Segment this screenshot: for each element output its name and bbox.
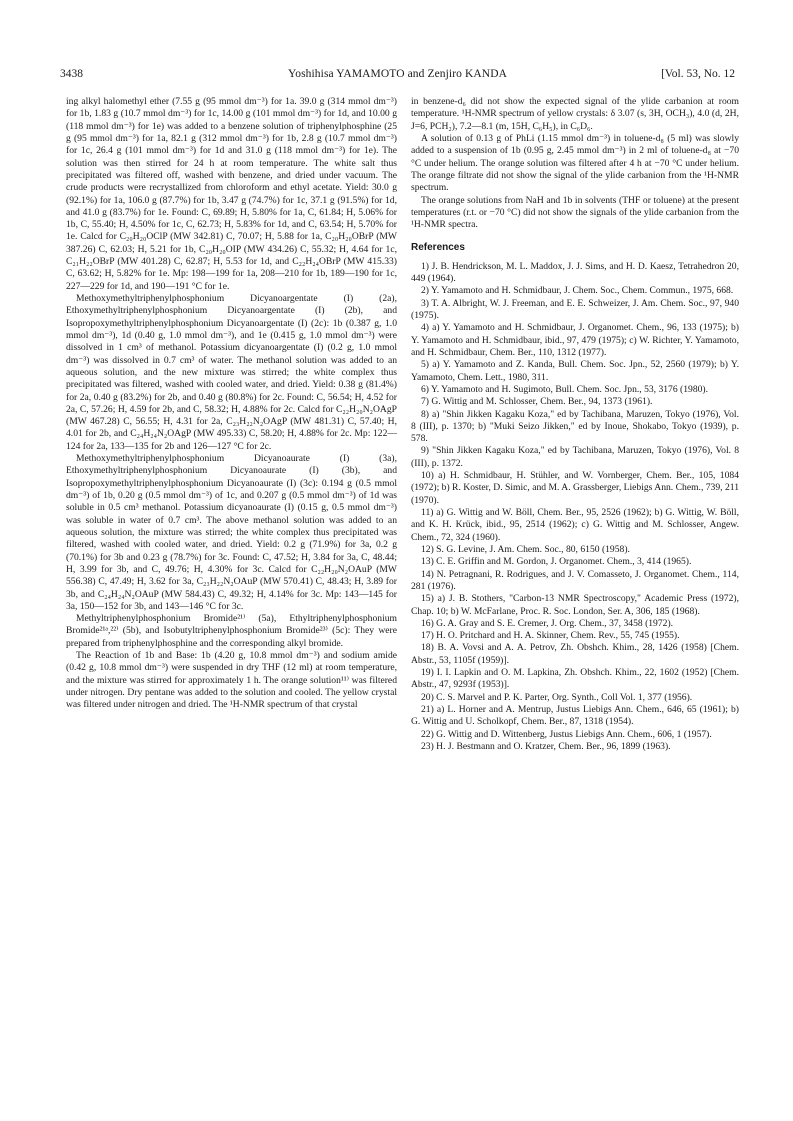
- running-header: [60, 68, 735, 86]
- reference-item: 20) C. S. Marvel and P. K. Parter, Org. Synth., Coll Vol. 1, 377 (1956).: [421, 691, 693, 703]
- reference-item: 8) a) "Shin Jikken Kagaku Koza," ed by Tachibana, Maruzen, Tokyo (1976), Vol. 8 (III), p. 1370; b) "Muki Seizo Jikken," ed by Inoue, Shokabo, Tokyo (1939), p. 578.: [411, 408, 739, 445]
- running-authors: Yoshihisa YAMAMOTO and Zenjiro KANDA: [287, 68, 508, 80]
- reference-item: 18) B. A. Vovsi and A. A. Petrov, Zh. Obshch. Khim., 28, 1426 (1958) [Chem. Abstr., 53, 1105f (1959)].: [411, 642, 739, 666]
- right-column-paragraph: The orange solutions from NaH and 1b in solvents (THF or toluene) at the present temperatures (r.t. or −70 °C) did not show the signals of the ylide carbanion from the ¹H-NMR spectra.: [411, 194, 739, 231]
- left-column-paragraph: The Reaction of 1b and Base: 1b (4.20 g, 10.8 mmol dm⁻³) and sodium amide (0.42 g, 10.8 mmol dm⁻³) were suspended in dry THF (12 ml) at room temperature, and the mixture was stirred for approximately 1 h. The orange solution¹¹⁾ was filtered under nitrogen. Dry pentane was added to the solution and cooled. The yellow crystal was filtered under nitrogen and dried. The ¹H-NMR spectrum of that crystal: [66, 650, 397, 711]
- reference-item: 7) G. Wittig and M. Schlosser, Chem. Ber., 94, 1373 (1961).: [421, 396, 653, 408]
- references-list: [411, 261, 739, 754]
- reference-item: 3) T. A. Albright, W. J. Freeman, and E. E. Schweizer, J. Am. Chem. Soc., 97, 940 (1975).: [411, 297, 739, 321]
- left-column: [66, 96, 397, 712]
- reference-item: 21) a) L. Horner and A. Mentrup, Justus Liebigs Ann. Chem., 646, 65 (1961); b) G. Wittig and U. Scholkopf, Chem. Ber., 87, 1318 (1954).: [411, 704, 739, 728]
- right-column-body: [411, 96, 739, 231]
- page-number: 3438: [60, 68, 83, 80]
- left-column-paragraph: ing alkyl halomethyl ether (7.55 g (95 mmol dm⁻³) for 1a. 39.0 g (314 mmol dm⁻³) for 1b, 1.83 g (10.7 mmol dm⁻³) for 1c, 14.00 g (101 mmol dm⁻³) for 1d, and 10.00 g (118 mmol dm⁻³) for 1e) was added to a benzene solution of triphenylphosphine (25 g (95 mmol dm⁻³) for 1a, 82.1 g (312 mmol dm⁻³) for 1b, 2.8 g (10.7 mmol dm⁻³) for 1c, 26.4 g (101 mmol dm⁻³) for 1d and 31.0 g (118 mmol dm⁻³) for 1e). The solution was then stirred for 24 h at room temperature. The white salt thus precipitated was filtered off, washed with benzene, and dried under vacuum. The crude products were recrystallized from chloroform and ethyl acetate. Yield: 30.0 g (92.1%) for 1a, 106.0 g (87.7%) for 1b, 3.47 g (74.7%) for 1c, 37.1 g (91.5%) for 1d, and 41.0 g (83.7%) for 1e. Found: C, 69.89; H, 5.80% for 1a, C, 61.84; H, 5.06% for 1b, C, 55.40; H, 4.50% for 1c, C, 62.73; H, 5.83% for 1d, and C, 63.54; H, 5.70% for 1e. Calcd for C₂₀H₂₀OClP (MW 342.81) C, 70.07; H, 5.88 for 1a, C₂₀H₂₀OBrP (MW 387.26) C, 62.03; H, 5.21 for 1b, C₂₀H₂₀OIP (MW 434.26) C, 55.32; H, 4.64 for 1c, C₂₁H₂₂OBrP (MW 401.28) C, 62.87; H, 5.53 for 1d, and C₂₂H₂₄OBrP (MW 415.33) C, 63.62; H, 5.82% for 1e. Mp: 198—199 for 1a, 208—210 for 1b, 189—190 for 1c, 227—229 for 1d, and 190—191 °C for 1e.: [66, 96, 397, 292]
- reference-item: 14) N. Petragnani, R. Rodrigues, and J. V. Comasseto, J. Organomet. Chem., 114, 281 (1976).: [411, 568, 739, 592]
- left-column-paragraph: Methoxymethyltriphenylphosphonium Dicyanoargentate (I) (2a), Ethoxymethyltriphenylphosphonium Dicyanoargentate (I) (2b), and Isopropoxymethyltriphenylphosphonium Dicyanoargentate (I) (2c): 1b (0.387 g, 1.0 mmol dm⁻³), 1d (0.40 g, 1.0 mmol dm⁻³), and 1e (0.415 g, 1.0 mmol dm⁻³) were dissolved in 1 cm³ of methanol. Potassium dicyanoargentate (I) (0.2 g, 1.0 mmol dm⁻³) was dissolved in 0.7 cm³ of water. The methanol solution was added to an aqueous solution, and the new mixture was stirred; the white complex thus precipitated was filtered, washed with cooled water, and dried. Yield: 0.38 g (81.4%) for 2a, 0.40 g (83.2%) for 2b, and 0.40 g (80.8%) for 2c. Found: C, 56.54; H, 4.52 for 2a, C, 57.26; H, 4.59 for 2b, and C, 58.32; H, 4.88% for 2c. Calcd for C₂₂H₂₀N₂OAgP (MW 467.28) C, 56.55; H, 4.31 for 2a, C₂₃H₂₂N₂OAgP (MW 481.31) C, 57.40; H, 4.01 for 2b, and C₂₄H₂₄N₂OAgP (MW 495.33) C, 58.20; H, 4.88% for 2c. Mp: 122—124 for 2a, 133—135 for 2b and 126—127 °C for 2c.: [66, 293, 397, 452]
- reference-item: 6) Y. Yamamoto and H. Sugimoto, Bull. Chem. Soc. Jpn., 53, 3176 (1980).: [421, 383, 709, 395]
- references-heading: References: [411, 242, 465, 254]
- reference-item: 17) H. O. Pritchard and H. A. Skinner, Chem. Rev., 55, 745 (1955).: [421, 630, 680, 642]
- reference-item: 13) C. E. Griffin and M. Gordon, J. Organomet. Chem., 3, 414 (1965).: [421, 556, 692, 568]
- right-column: [411, 96, 739, 753]
- volume-info: [Vol. 53, No. 12: [661, 68, 735, 80]
- reference-item: 12) S. G. Levine, J. Am. Chem. Soc., 80, 6150 (1958).: [421, 543, 630, 555]
- reference-item: 10) a) H. Schmidbaur, H. Stühler, and W. Vornberger, Chem. Ber., 105, 1084 (1972); b) R. Koster, D. Simic, and M. A. Grassberger, Liebigs Ann. Chem., 739, 211 (1970).: [411, 470, 739, 506]
- reference-item: 2) Y. Yamamoto and H. Schmidbaur, J. Chem. Soc., Chem. Commun., 1975, 668.: [421, 285, 734, 297]
- reference-item: 15) a) J. B. Stothers, "Carbon-13 NMR Spectroscopy," Academic Press (1972), Chap. 10; b) W. McFarlane, Proc. R. Soc. London, Ser. A, 306, 185 (1968).: [411, 593, 739, 617]
- reference-item: 11) a) G. Wittig and W. Böll, Chem. Ber., 95, 2526 (1962); b) G. Wittig, W. Böll, and K. H. Krück, ibid., 95, 2514 (1962); c) G. Wittig and M. Schlosser, Angew. Chem., 72, 324 (1960).: [411, 507, 739, 543]
- reference-item: 16) G. A. Gray and S. E. Cremer, J. Org. Chem., 37, 3458 (1972).: [421, 617, 674, 629]
- reference-item: 22) G. Wittig and D. Wittenberg, Justus Liebigs Ann. Chem., 606, 1 (1957).: [421, 728, 712, 740]
- reference-item: 5) a) Y. Yamamoto and Z. Kanda, Bull. Chem. Soc. Jpn., 52, 2560 (1979); b) Y. Yamamoto, Chem. Lett., 1980, 311.: [411, 359, 739, 383]
- right-column-paragraph: in benzene-d₆ did not show the expected signal of the ylide carbanion at room temperature. ¹H-NMR spectrum of yellow crystals: δ 3.07 (s, 3H, OCH₃), 4.0 (d, 2H, J=6, PCH₂), 7.2—8.1 (m, 15H, C₆H₅), in C₆D₆.: [411, 96, 739, 132]
- reference-item: 4) a) Y. Yamamoto and H. Schmidbaur, J. Organomet. Chem., 96, 133 (1975); b) Y. Yamamoto and H. Schmidbaur, ibid., 97, 479 (1975); c) W. Richter, Y. Yamamoto, and H. Schmidbaur, Chem. Ber., 110, 1312 (1977).: [411, 322, 739, 358]
- reference-item: 1) J. B. Hendrickson, M. L. Maddox, J. J. Sims, and H. D. Kaesz, Tetrahedron 20, 449 (1964).: [411, 260, 739, 285]
- left-column-paragraph: Methoxymethyltriphenylphosphonium Dicyanoaurate (I) (3a), Ethoxymethyltriphenylphosphonium Dicyanoaurate (I) (3b), and Isopropoxymethyltriphenylphosphonium Dicyanoaurate (I) (3c): 0.194 g (0.5 mmol dm⁻³) of 1b, 0.20 g (0.5 mmol dm⁻³) of 1c, and 0.207 g (0.5 mmol dm⁻³) of 1d was soluble in 0.5 cm³ methanol. Potassium dicyanoaurate (I) (0.15 g, 0.5 mmol dm⁻³) was soluble in water of 0.7 cm³. The above methanol solution was added to an aqueous solution, the mixture was stirred; the white complex thus precipitated was filtered, washed with cooled water, and dried. Yield: 0.2 g (71.9%) for 3a, 0.2 g (70.1%) for 3b and 0.23 g (78.7%) for 3c. Found: C, 47.52; H, 3.84 for 3a, C, 48.44; H, 3.99 for 3b, and C, 49.76; H, 4.30% for 3c. Calcd for C₂₂H₂₀N₂OAuP (MW 556.38) C, 47.49; H, 3.62 for 3a, C₂₃H₂₂N₂OAuP (MW 570.41) C, 48.43; H, 3.89 for 3b, and C₂₄H₂₄N₂OAuP (MW 584.43) C, 49.32; H, 4.14% for 3c. Mp: 143—145 for 3a, 150—152 for 3b, and 143—146 °C for 3c.: [66, 453, 397, 612]
- right-column-paragraph: A solution of 0.13 g of PhLi (1.15 mmol dm⁻³) in toluene-d₈ (5 ml) was slowly added to a suspension of 1b (0.95 g, 2.45 mmol dm⁻³) in 2 ml of toluene-d₈ at −70 °C under helium. The orange solution was filtered after 4 h at −70 °C under helium. The orange filtrate did not show the signal of the ylide carbanion from the ¹H-NMR spectrum.: [411, 132, 739, 194]
- reference-item: 9) "Shin Jikken Kagaku Koza," ed by Tachibana, Maruzen, Tokyo (1976), Vol. 8 (III), p. 1372.: [411, 445, 739, 469]
- reference-item: 23) H. J. Bestmann and O. Kratzer, Chem. Ber., 96, 1899 (1963).: [421, 740, 671, 752]
- left-column-paragraph: Methyltriphenylphosphonium Bromide²¹⁾ (5a), Ethyltriphenylphosphonium Bromide²¹ᵃ,²²⁾ (5b), and Isobutyltriphenylphosphonium Bromide²³⁾ (5c): They were prepared from triphenylphosphine and the corresponding alkyl bromide.: [66, 613, 397, 649]
- reference-item: 19) I. I. Lapkin and O. M. Lapkina, Zh. Obshch. Khim., 22, 1602 (1952) [Chem. Abstr., 47, 9293f (1953)].: [411, 667, 739, 691]
